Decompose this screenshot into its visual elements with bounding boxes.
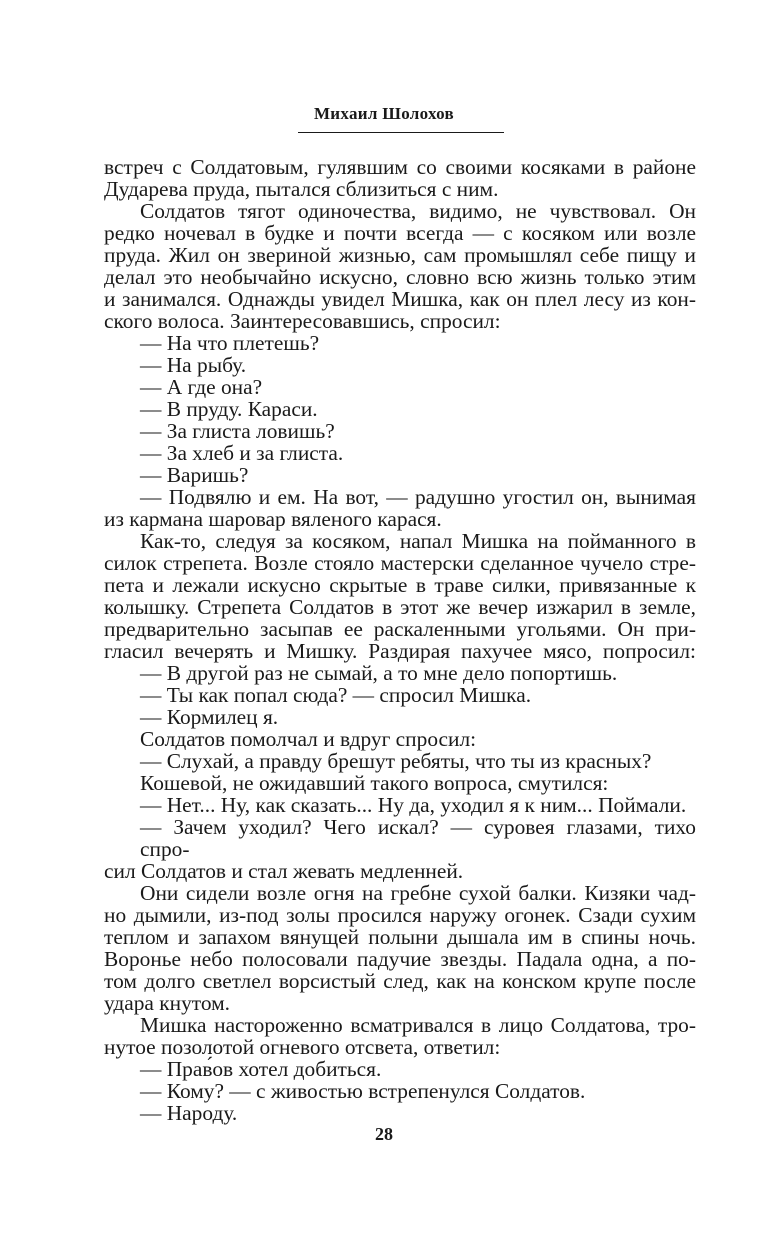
running-header-author: Михаил Шолохов — [313, 104, 455, 123]
text-line: редко ночевал в будке и почти всегда — с косяком или возле — [104, 221, 696, 245]
text-line: Они сидели возле огня на гребне сухой балки. Кизяки чад- — [140, 881, 696, 905]
text-line: Как-то, следуя за косяком, напал Мишка на пойманного в — [140, 529, 696, 553]
text-line: — На что плетешь? — [140, 331, 320, 355]
text-line: — А где она? — [140, 375, 263, 399]
text-line: из кармана шаровар вяленого карася. — [104, 507, 442, 531]
text-line: — Подвялю и ем. На вот, — радушно угостил он, вынимая — [140, 485, 696, 509]
text-line: сил Солдатов и стал жевать медленней. — [104, 859, 464, 883]
text-line: и занимался. Однажды увидел Мишка, как он плел лесу из кон- — [104, 287, 696, 311]
header-rule — [298, 132, 504, 133]
text-line: — Кому? — с живостью встрепенулся Солдатов. — [140, 1079, 586, 1103]
text-line: — Прав́ов хотел добиться. — [140, 1057, 382, 1081]
text-line: — В другой раз не сымай, а то мне дело попортишь. — [140, 661, 618, 685]
body-text — [104, 156, 696, 1124]
text-line: встреч с Солдатовым, гулявшим со своими косяками в районе — [104, 155, 696, 179]
text-line: делал это необычайно искусно, словно всю жизнь только этим — [104, 265, 696, 289]
text-line: удара кнутом. — [104, 991, 231, 1015]
text-line: том долго светлел ворсистый след, как на конском крупе после — [104, 969, 696, 993]
text-line: пруда. Жил он звериной жизнью, сам промышлял себе пищу и — [104, 243, 696, 267]
text-line: — За хлеб и за глиста. — [140, 441, 344, 465]
text-line: Мишка настороженно всматривался в лицо Солдатова, тро- — [140, 1013, 696, 1037]
text-line: — Нет... Ну, как сказать... Ну да, уходил я к ним... Поймали. — [140, 793, 687, 817]
text-line: Воронье небо полосовали падучие звезды. Падала одна, а по- — [104, 947, 696, 971]
text-line: гласил вечерять и Мишку. Раздирая пахучее мясо, попросил: — [104, 639, 696, 663]
text-line: ского волоса. Заинтересовавшись, спросил: — [104, 309, 501, 333]
text-line: — За глиста ловишь? — [140, 419, 335, 443]
text-line: Солдатов помолчал и вдруг спросил: — [140, 727, 477, 751]
text-line: пета и лежали искусно скрытые в траве силки, привязанные к — [104, 573, 696, 597]
text-line: Дударева пруда, пытался сблизиться с ним. — [104, 177, 499, 201]
text-line: теплом и запахом вянущей полыни дышала им в спины ночь. — [104, 925, 696, 949]
text-line: силок стрепета. Возле стояло мастерски сделанное чучело стре- — [104, 551, 696, 575]
text-line: Солдатов тягот одиночества, видимо, не чувствовал. Он — [140, 199, 696, 223]
text-line: — Народу. — [140, 1101, 238, 1125]
text-line: Кошевой, не ожидавший такого вопроса, смутился: — [140, 771, 609, 795]
page-number: 28 — [375, 1124, 393, 1144]
text-line: но дымили, из-под золы просился наружу огонек. Сзади сухим — [104, 903, 696, 927]
text-line: — На рыбу. — [140, 353, 247, 377]
text-line: предварительно засыпав ее раскаленными угольями. Он при- — [104, 617, 696, 641]
text-line: — Ты как попал сюда? — спросил Мишка. — [140, 683, 532, 707]
text-line: колышку. Стрепета Солдатов в этот же вечер изжарил в земле, — [104, 595, 696, 619]
text-line: — Варишь? — [140, 463, 249, 487]
text-line: нутое позолотой огневого отсвета, ответил: — [104, 1035, 501, 1059]
text-line: — Зачем уходил? Чего искал? — суровея глазами, тихо спро- — [140, 815, 696, 861]
text-line: — В пруду. Караси. — [140, 397, 318, 421]
text-line: — Кормилец я. — [140, 705, 279, 729]
text-line: — Слухай, а правду брешут ребяты, что ты из красных? — [140, 749, 652, 773]
